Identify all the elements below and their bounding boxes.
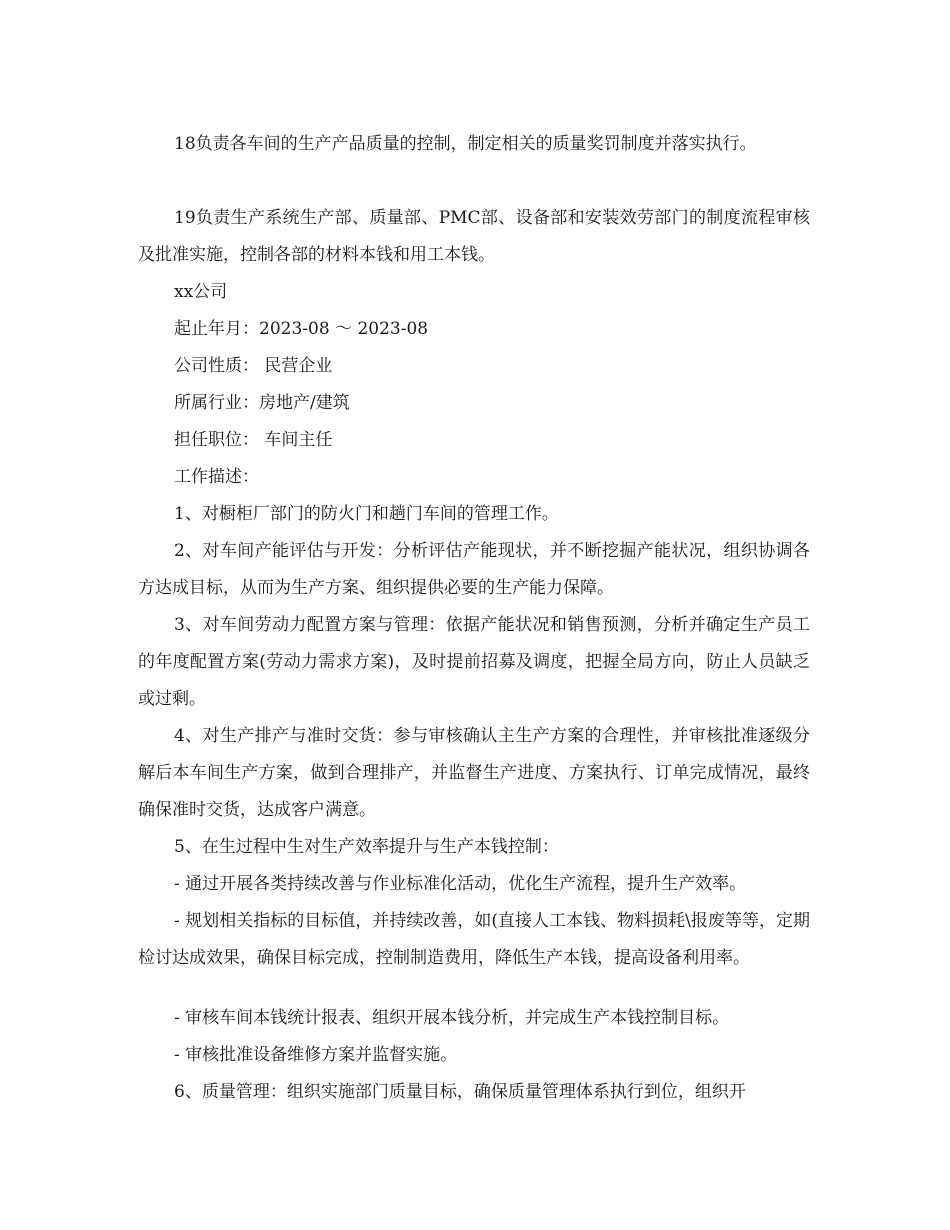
period-label: 起止年月： — [174, 319, 259, 339]
position-value: 车间主任 — [259, 430, 333, 450]
description-label: 工作描述： — [174, 467, 259, 487]
nature-value: 民营企业 — [259, 356, 333, 376]
duty-item-1: 1、对橱柜厂部门的防火门和趟门车间的管理工作。 — [174, 504, 559, 524]
duty-subitem-5b: - 规划相关指标的目标值，并持续改善，如(直接人工本钱、物料损耗\报废等等，定期检讨达成效果，确保目标完成，控制制造费用，降低生产本钱，提高设备利用率。 — [138, 911, 810, 968]
paragraph-item-19: 19负责生产系统生产部、质量部、PMC部、设备部和安装效劳部门的制度流程审核及批准实施，控制各部的材料本钱和用工本钱。 — [138, 208, 810, 265]
industry-label: 所属行业： — [174, 393, 259, 413]
company-name: xx公司 — [174, 282, 228, 302]
duty-subitem-5a: - 通过开展各类持续改善与作业标准化活动，优化生产流程，提升生产效率。 — [174, 874, 747, 894]
duty-subitem-5c: - 审核车间本钱统计报表、组织开展本钱分析，并完成生产本钱控制目标。 — [174, 1008, 730, 1028]
position-line — [174, 422, 332, 459]
paragraph-item-18: 18负责各车间的生产产品质量的控制，制定相关的质量奖罚制度并落实执行。 — [174, 134, 757, 154]
industry-line — [174, 385, 350, 422]
duty-item-2: 2、对车间产能评估与开发：分析评估产能现状，并不断挖掘产能状况，组织协调各方达成目标，从而为生产方案、组织提供必要的生产能力保障。 — [138, 541, 810, 598]
position-label: 担任职位： — [174, 430, 259, 450]
industry-value: 房地产/建筑 — [259, 393, 350, 413]
duty-item-4: 4、对生产排产与准时交货：参与审核确认主生产方案的合理性，并审核批准逐级分解后本车间生产方案，做到合理排产，并监督生产进度、方案执行、订单完成情况，最终确保准时交货，达成客户满意。 — [138, 726, 810, 820]
duty-item-6: 6、质量管理：组织实施部门质量目标，确保质量管理体系执行到位，组织开 — [174, 1082, 746, 1102]
period-value: 2023-08 ～ 2023-08 — [259, 319, 429, 339]
duty-item-5: 5、在生过程中生对生产效率提升与生产本钱控制： — [174, 837, 559, 857]
duty-subitem-5d: - 审核批准设备维修方案并监督实施。 — [174, 1045, 458, 1065]
period-line — [174, 311, 428, 348]
nature-label: 公司性质： — [174, 356, 259, 376]
nature-line — [174, 348, 332, 385]
duty-item-3: 3、对车间劳动力配置方案与管理：依据产能状况和销售预测，分析并确定生产员工的年度配置方案(劳动力需求方案)，及时提前招募及调度，把握全局方向，防止人员缺乏或过剩。 — [138, 615, 810, 709]
